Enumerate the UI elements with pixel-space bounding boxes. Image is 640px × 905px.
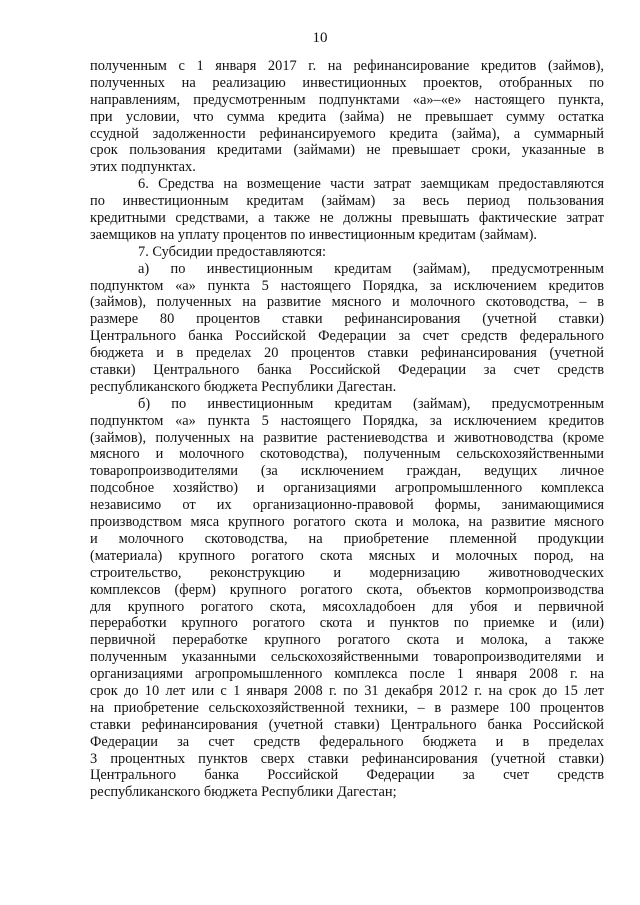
text-line: ставки рефинансирования (учетной ставки) Центрального банка Российской <box>90 716 604 733</box>
text-line: подсобное хозяйство) и организациями агропромышленного комплекса <box>90 480 604 497</box>
text-line: кредитными средствами, а также не должны превышать фактические затрат <box>90 210 604 227</box>
text-line: и молочного скотоводства, на приобретение племенной продукции <box>90 530 604 547</box>
text-line: Центрального банка Российской Федерации за счет средств федерального <box>90 328 604 345</box>
document-body <box>90 58 604 801</box>
text-line: (займов), полученных на развитие растениеводства и животноводства (кроме <box>90 429 604 446</box>
text-line: на приобретение сельскохозяйственной техники, – в размере 100 процентов <box>90 699 604 716</box>
text-line: этих подпунктах. <box>90 159 196 176</box>
subpoint-a-first-line: а) по инвестиционным кредитам (займам), предусмотренным <box>138 260 604 277</box>
text-line: Центрального банка Российской Федерации за счет средств <box>90 767 604 784</box>
text-line: ставки) Центрального банка Российской Федерации за счет средств <box>90 362 604 379</box>
text-line: производством мяса крупного рогатого скота и молока, на развитие мясного <box>90 514 604 531</box>
text-line: размере 80 процентов ставки рефинансирования (учетной ставки) <box>90 311 604 328</box>
paragraph-7-heading: 7. Субсидии предоставляются: <box>138 243 327 260</box>
text-line: 3 процентных пунктов сверх ставки рефинансирования (учетной ставки) <box>90 750 604 767</box>
text-line: по инвестиционным кредитам (займам) за весь период пользования <box>90 193 604 210</box>
text-line: мясного и молочного скотоводства), полученным сельскохозяйственными <box>90 446 604 463</box>
text-line: (займов), полученных на развитие мясного и молочного скотоводства, – в <box>90 294 604 311</box>
text-line: организациями агропромышленного комплекса после 1 января 2008 г. на <box>90 666 604 683</box>
text-line: при условии, что сумма кредита (займа) не превышает сумму остатка <box>90 108 604 125</box>
text-line: независимо от их организационно-правовой формы, занимающимися <box>90 497 604 514</box>
text-line: для крупного рогатого скота, мясохладобоен для убоя и первичной <box>90 598 604 615</box>
page-number: 10 <box>312 30 328 46</box>
text-line: ссудной задолженности рефинансируемого кредита (займа), а суммарный <box>90 125 604 142</box>
text-line: товаропроизводителями (за исключением граждан, ведущих личное <box>90 463 604 480</box>
text-line: Федерации за счет средств федерального бюджета и в пределах <box>90 733 604 750</box>
text-line: республиканского бюджета Республики Дагестан. <box>90 378 397 395</box>
text-line: полученных на реализацию инвестиционных проектов, отобранных по <box>90 74 604 91</box>
text-line: комплексов (ферм) крупного рогатого скота, объектов кормопроизводства <box>90 581 604 598</box>
text-line: срок до 10 лет или с 1 января 2008 г. по 31 декабря 2012 г. на срок до 15 лет <box>90 682 604 699</box>
text-line: направлениям, предусмотренным подпунктами «а»–«е» настоящего пункта, <box>90 91 604 108</box>
text-line: (материала) крупного рогатого скота мясных и молочных пород, на <box>90 547 604 564</box>
text-line: строительство, реконструкцию и модернизацию животноводческих <box>90 564 604 581</box>
paragraph-6-first-line: 6. Средства на возмещение части затрат заемщикам предоставляются <box>138 176 604 193</box>
text-line: подпунктом «а» пункта 5 настоящего Порядка, за исключением кредитов <box>90 412 604 429</box>
subpoint-b-first-line: б) по инвестиционным кредитам (займам), предусмотренным <box>138 395 604 412</box>
text-line: заемщиков на уплату процентов по инвестиционным кредитам (займам). <box>90 226 537 243</box>
text-line: полученным указанными сельскохозяйственными товаропроизводителями и <box>90 649 604 666</box>
text-line: полученным с 1 января 2017 г. на рефинансирование кредитов (займов), <box>90 58 604 74</box>
text-line: срок пользования кредитами (займами) не превышает сроки, указанные в <box>90 142 604 159</box>
text-line: республиканского бюджета Республики Дагестан; <box>90 784 397 801</box>
text-line: переработки крупного рогатого скота и пунктов по приемке и (или) <box>90 615 604 632</box>
text-line: первичной переработке крупного рогатого скота и молока, а также <box>90 632 604 649</box>
text-line: бюджета и в пределах 20 процентов ставки рефинансирования (учетной <box>90 345 604 362</box>
text-line: подпунктом «а» пункта 5 настоящего Порядка, за исключением кредитов <box>90 277 604 294</box>
